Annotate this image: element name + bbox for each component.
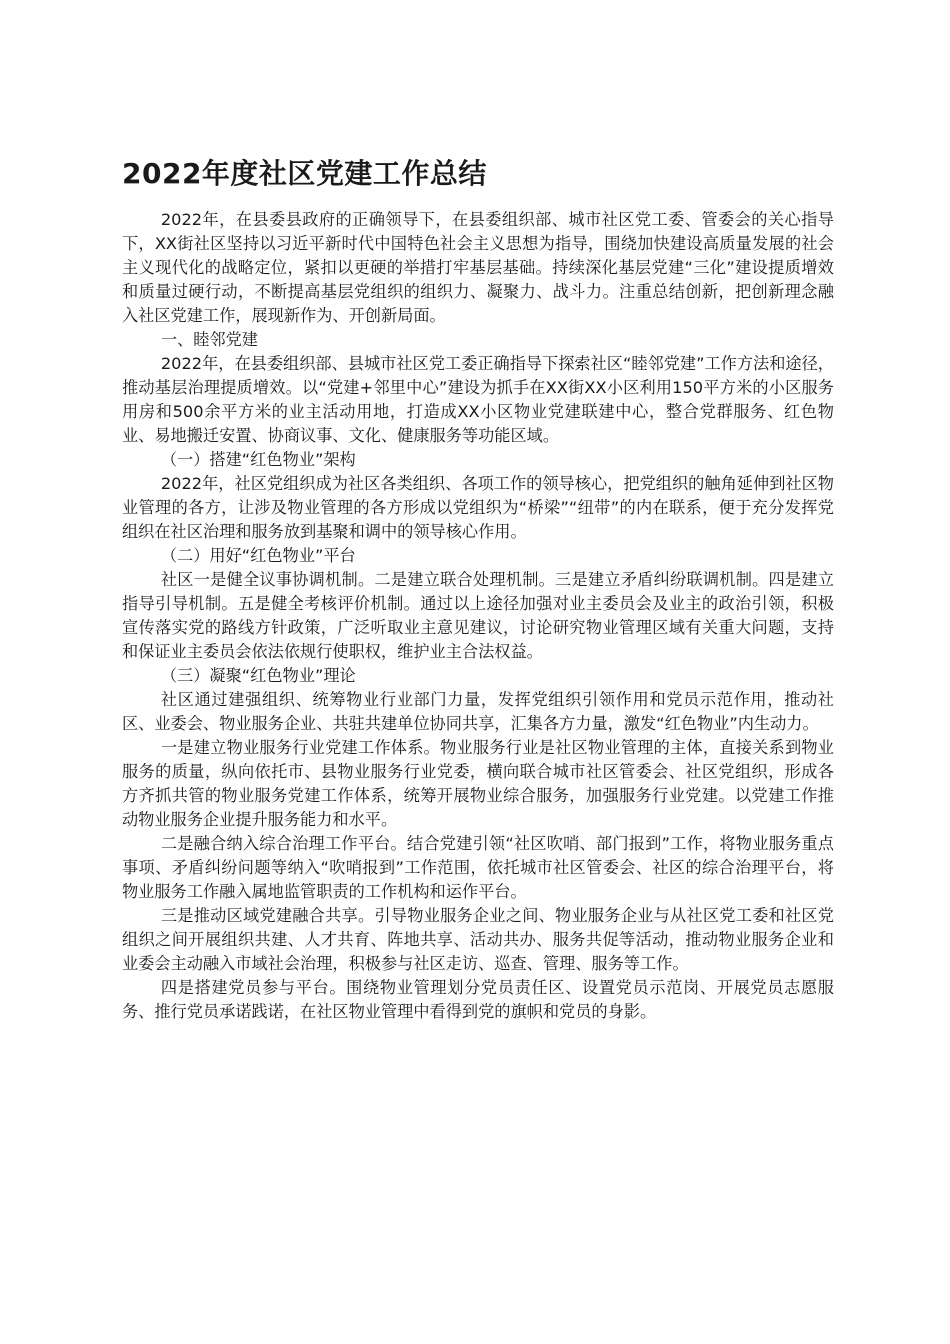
subsection-heading-3: （三）凝聚“红色物业”理论: [160, 666, 356, 685]
intro-paragraph: 2022年，在县委县政府的正确领导下，在县委组织部、城市社区党工委、管委会的关心指导下，XX街社区坚持以习近平新时代中国特色社会主义思想为指导，围绕加快建设高质量发展的社会主义现代化的战略定位，紧扣以更硬的举措打牢基层基础。持续深化基层党建“三化”建设提质增效和质量过硬行动，不断提高基层党组织的组织力、凝聚力、战斗力。注重总结创新，把创新理念融入社区党建工作，展现新作为、开创新局面。: [122, 210, 834, 325]
list-item-3: 三是推动区域党建融合共享。引导物业服务企业之间、物业服务企业与从社区党工委和社区党组织之间开展组织共建、人才共育、阵地共享、活动共办、服务共促等活动，推动物业服务企业和业委会主动融入市域社会治理，积极参与社区走访、巡查、管理、服务等工作。: [122, 906, 834, 973]
document-title: 2022年度社区党建工作总结: [122, 157, 487, 190]
subsection-paragraph-1: 2022年，社区党组织成为社区各类组织、各项工作的领导核心，把党组织的触角延伸到社区物业管理的各方，让涉及物业管理的各方形成以党组织为“桥梁”“纽带”的内在联系，便于充分发挥党组织在社区治理和服务放到基聚和调中的领导核心作用。: [122, 474, 834, 541]
section-heading-neighborhood: 一、睦邻党建: [160, 330, 258, 349]
subsection-paragraph-2: 社区一是健全议事协调机制。二是建立联合处理机制。三是建立矛盾纠纷联调机制。四是建立指导引导机制。五是健全考核评价机制。通过以上途径加强对业主委员会及业主的政治引领，积极宣传落实党的路线方针政策，广泛听取业主意见建议，讨论研究物业管理区域有关重大问题，支持和保证业主委员会依法依规行使职权，维护业主合法权益。: [122, 570, 834, 661]
section-paragraph-neighborhood: 2022年，在县委组织部、县城市社区党工委正确指导下探索社区“睦邻党建”工作方法和途径，推动基层治理提质增效。以“党建+邻里中心”建设为抓手在XX街XX小区利用150平方米的小区服务用房和500余平方米的业主活动用地，打造成XX小区物业党建联建中心，整合党群服务、红色物业、易地搬迁安置、协商议事、文化、健康服务等功能区域。: [122, 354, 834, 445]
subsection-heading-2: （二）用好“红色物业”平台: [160, 546, 356, 565]
list-item-1: 一是建立物业服务行业党建工作体系。物业服务行业是社区物业管理的主体，直接关系到物业服务的质量，纵向依托市、县物业服务行业党委，横向联合城市社区管委会、社区党组织，形成各方齐抓共管的物业服务党建工作体系，统筹开展物业综合服务，加强服务行业党建。以党建工作推动物业服务企业提升服务能力和水平。: [122, 738, 834, 829]
document-page: [122, 150, 834, 1024]
subsection-heading-1: （一）搭建“红色物业”架构: [160, 450, 356, 469]
subsection-paragraph-3: 社区通过建强组织、统筹物业行业部门力量，发挥党组织引领作用和党员示范作用，推动社区、业委会、物业服务企业、共驻共建单位协同共享，汇集各方力量，激发“红色物业”内生动力。: [122, 690, 834, 733]
list-item-4: 四是搭建党员参与平台。围绕物业管理划分党员责任区、设置党员示范岗、开展党员志愿服务、推行党员承诺践诺，在社区物业管理中看得到党的旗帜和党员的身影。: [122, 978, 834, 1021]
list-item-2: 二是融合纳入综合治理工作平台。结合党建引领“社区吹哨、部门报到”工作，将物业服务重点事项、矛盾纠纷问题等纳入“吹哨报到”工作范围，依托城市社区管委会、社区的综合治理平台，将物业服务工作融入属地监管职责的工作机构和运作平台。: [122, 834, 834, 901]
